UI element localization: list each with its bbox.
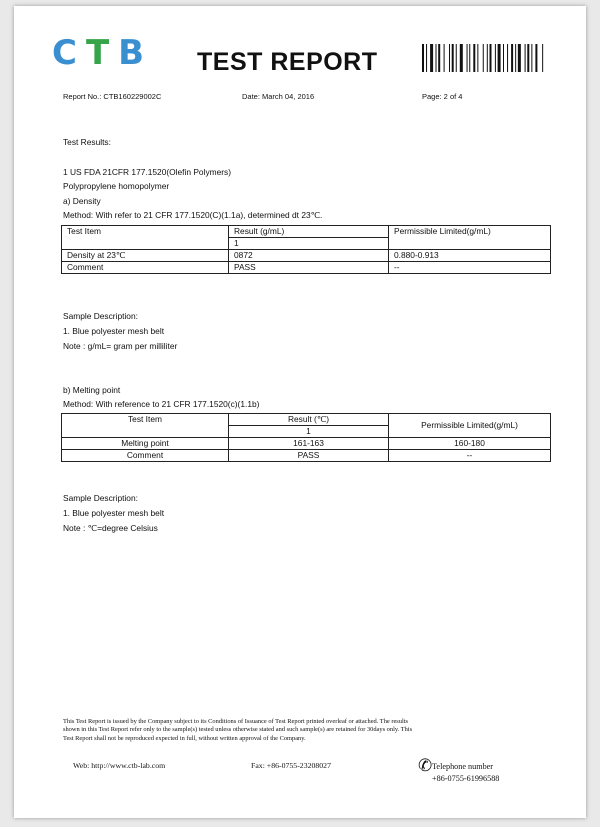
page-number: Page: 2 of 4 xyxy=(422,92,463,101)
telephone-number: +86-0755-61996588 xyxy=(432,774,500,783)
method-b: Method: With reference to 21 CFR 177.1520(c)(1.1b) xyxy=(63,399,260,409)
report-page xyxy=(14,6,586,818)
disclaimer-line: Test Report shall not be reproduced expected in full, without written approval of the Company. xyxy=(63,734,306,742)
section-a-heading: a) Density xyxy=(63,196,101,206)
table-row xyxy=(62,250,551,262)
section-b-heading: b) Melting point xyxy=(63,385,121,395)
barcode-image xyxy=(422,44,578,72)
method-a: Method: With refer to 21 CFR 177.1520(C)(1.1a), determined dt 23℃. xyxy=(63,210,323,220)
disclaimer xyxy=(63,718,553,743)
table-cell: PASS xyxy=(229,450,389,462)
standard-line: 1 US FDA 21CFR 177.1520(Olefin Polymers) xyxy=(63,167,232,177)
melting-point-table xyxy=(61,413,551,462)
table-header-row xyxy=(62,226,551,238)
fax-number: Fax: +86-0755-23208027 xyxy=(251,761,331,770)
table-header-cell: Result (℃) xyxy=(229,414,389,426)
table-header-cell: Test Item xyxy=(62,414,229,438)
table-cell: Comment xyxy=(62,262,229,274)
table-header-cell: Result (g/mL) xyxy=(229,226,389,238)
sample-number-cell: 1 xyxy=(229,426,389,438)
report-number: Report No.: CTB160229002C xyxy=(63,92,162,101)
table-header-row xyxy=(62,414,551,426)
website-link[interactable]: Web: http://www.ctb-lab.com xyxy=(73,761,166,770)
results-heading: Test Results: xyxy=(63,137,111,147)
table-header-cell: Test Item xyxy=(62,226,229,250)
table-row xyxy=(62,450,551,462)
table-header-cell: Permissible Limited(g/mL) xyxy=(389,226,551,250)
table-cell: Density at 23℃ xyxy=(62,250,229,262)
disclaimer-line: This Test Report is issued by the Company subject to its Conditions of Issuance of Test Report printed overleaf or attached. The results xyxy=(63,718,409,725)
table-header-cell: Permissible Limited(g/mL) xyxy=(389,414,551,438)
note-line: Note : ℃=degree Celsius xyxy=(63,523,158,533)
density-table xyxy=(61,225,551,274)
material-line: Polypropylene homopolymer xyxy=(63,181,170,191)
table-row xyxy=(62,438,551,450)
table-cell: PASS xyxy=(229,262,389,274)
disclaimer-line: shown in this Test Report refer only to the sample(s) tested unless otherwise stated and such sample(s) are retained for 30days only. This xyxy=(63,726,413,734)
table-cell: 160-180 xyxy=(389,438,551,450)
sample-description-heading: Sample Description: xyxy=(63,311,138,321)
note-line: Note : g/mL= gram per milliliter xyxy=(63,341,178,351)
table-cell: -- xyxy=(389,450,551,462)
sample-description-line: 1. Blue polyester mesh belt xyxy=(63,326,165,336)
table-row xyxy=(62,262,551,274)
table-cell: 0872 xyxy=(229,250,389,262)
table-cell: Melting point xyxy=(62,438,229,450)
ctb-logo: CTB xyxy=(52,33,154,73)
sample-description-heading: Sample Description: xyxy=(63,493,138,503)
page-title: TEST REPORT xyxy=(197,48,378,76)
table-cell: Comment xyxy=(62,450,229,462)
telephone-label: Telephone number xyxy=(432,762,494,771)
sample-number-cell: 1 xyxy=(229,238,389,250)
telephone-icon: ✆ xyxy=(418,756,433,776)
table-cell: 0.880-0.913 xyxy=(389,250,551,262)
report-date: Date: March 04, 2016 xyxy=(242,92,315,101)
table-cell: -- xyxy=(389,262,551,274)
table-cell: 161-163 xyxy=(229,438,389,450)
sample-description-line: 1. Blue polyester mesh belt xyxy=(63,508,165,518)
